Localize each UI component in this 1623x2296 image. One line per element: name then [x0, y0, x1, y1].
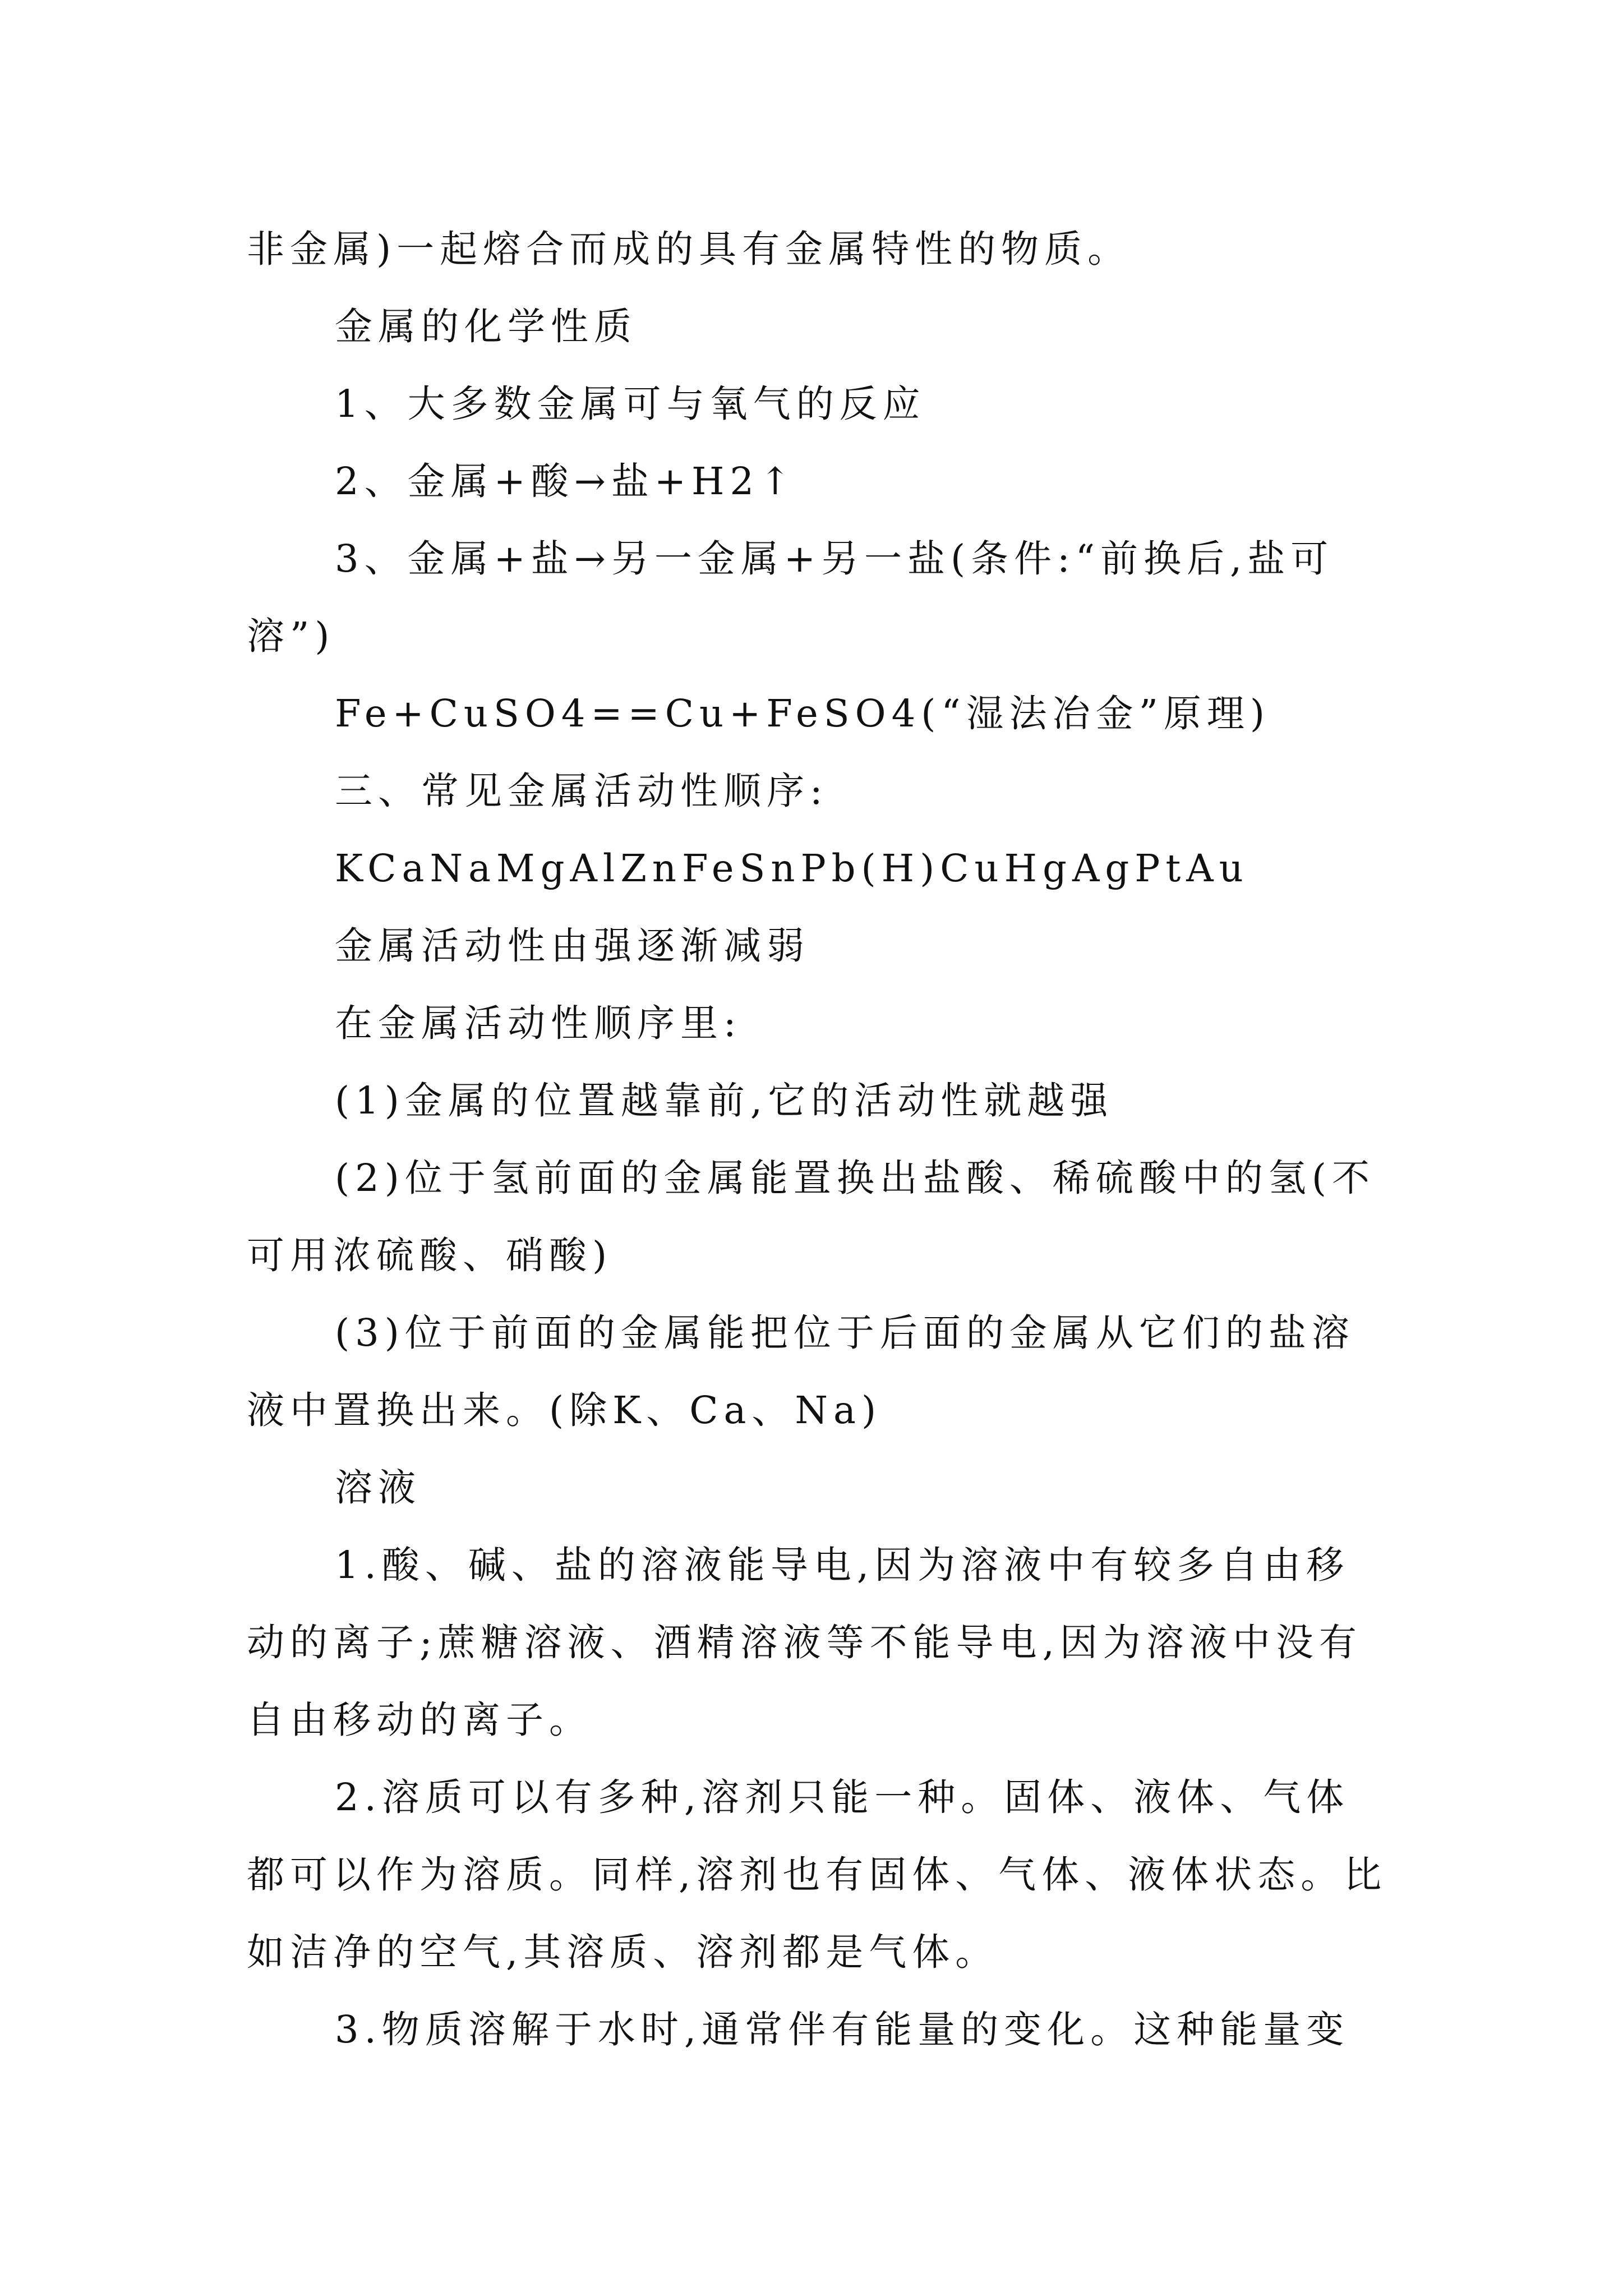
solution-point-2: 2.溶质可以有多种,溶剂只能一种。固体、液体、气体都可以作为溶质。同样,溶剂也有固体、气体、液体状态。比如洁净的空气,其溶质、溶剂都是气体。: [247, 1775, 1387, 1974]
heading-solution: 溶液: [335, 1466, 421, 1510]
list-item-1: 1、大多数金属可与氧气的反应: [335, 382, 926, 426]
list-item-2: 2、金属+酸→盐+H2↑: [335, 459, 797, 503]
rule-item-3: (3)位于前面的金属能把位于后面的金属从它们的盐溶液中置换出来。(除K、Ca、Na): [247, 1311, 1355, 1432]
paragraph-continuation: 非金属)一起熔合而成的具有金属特性的物质。: [247, 227, 1131, 271]
rule-item-1: (1)金属的位置越靠前,它的活动性就越强: [335, 1079, 1114, 1122]
heading-activity-series: 三、常见金属活动性顺序:: [335, 769, 828, 813]
heading-metal-chemical-properties: 金属的化学性质: [335, 305, 637, 348]
list-item-3: 3、金属+盐→另一金属+另一盐(条件:“前换后,盐可溶”): [247, 537, 1334, 658]
document-body: [247, 210, 1389, 2068]
activity-series-intro: 在金属活动性顺序里:: [335, 1001, 742, 1045]
activity-series-sequence: KCaNaMgAlZnFeSnPb(H)CuHgAgPtAu: [335, 846, 1249, 890]
solution-point-1: 1.酸、碱、盐的溶液能导电,因为溶液中有较多自由移动的离子;蔗糖溶液、酒精溶液等不能导电,因为溶液中没有自由移动的离子。: [247, 1543, 1362, 1742]
solution-point-3: 3.物质溶解于水时,通常伴有能量的变化。这种能量变: [335, 2008, 1350, 2051]
equation-wet-metallurgy: Fe+CuSO4==Cu+FeSO4(“湿法冶金”原理): [335, 692, 1271, 735]
activity-series-note: 金属活动性由强逐渐减弱: [335, 924, 810, 968]
rule-item-2: (2)位于氢前面的金属能置换出盐酸、稀硫酸中的氢(不可用浓硫酸、硝酸): [247, 1156, 1376, 1277]
